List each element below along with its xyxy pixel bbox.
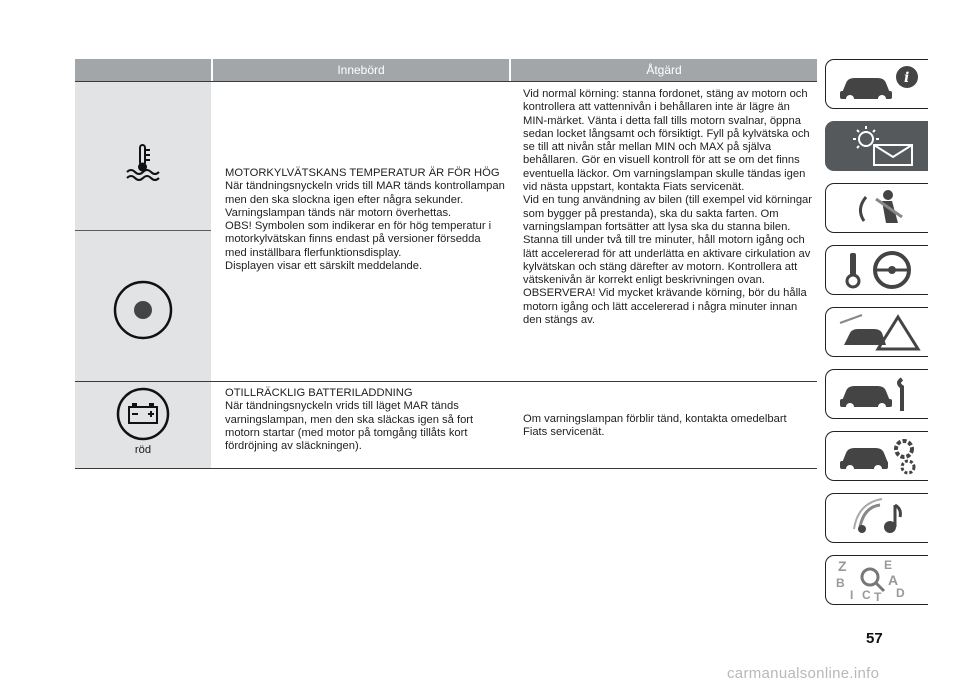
battery-icon-caption: röd [134, 444, 152, 456]
row-1-icon-divider [75, 230, 211, 231]
car-wrench-icon [836, 373, 924, 415]
tab-maintenance[interactable] [825, 369, 928, 419]
row-1-action-p3: OBSERVERA! Vid mycket krävande körning, bör du hålla motorn igång och lätt accelererad i några minuter innan den stängs av. [523, 287, 807, 327]
row-2-action-p1: Om varningslampan förblir tänd, kontakta omedelbart Fiats servicenät. [523, 413, 787, 439]
row-1-meaning [225, 167, 505, 273]
car-info-icon [836, 63, 924, 105]
row-2-meaning-title: OTILLRÄCKLIG BATTERILADDNING [225, 387, 413, 399]
index-letter: C [862, 588, 871, 601]
row-1-icon-cell [75, 82, 211, 381]
road-warning-icon [836, 311, 924, 353]
index-letter: D [896, 586, 905, 600]
index-letter: Z [838, 559, 847, 574]
svg-text:i: i [904, 70, 910, 86]
row-1-meaning-title: MOTORKYLVÄTSKANS TEMPERATUR ÄR FÖR HÖG [225, 167, 500, 179]
coolant-temperature-icon [123, 142, 163, 182]
car-gears-icon [836, 435, 924, 477]
row-2-meaning-p1: När tändningsnyckeln vrids till läget MAR tänds varningslampan, men den ska släckas igen så fort motorn startar (med motor på tomgång tillåts kort fördröjning av släckningen). [225, 400, 474, 453]
battery-icon [116, 387, 170, 441]
index-letter: T [874, 590, 882, 601]
row-1-action-p2: Vid en tung användning av bilen (till exempel vid körningar som bygger på prestanda), ska du sakta farten. Om varningslampan fortsätter att lysa ska du stanna bilen. Stanna till under två till tre minuter, håll motorn igång och lätt accelererad för att underlätta en aktivare cirkulation av kylvätskan och stäng därefter av motorn. Kontrollera att vätskenivån är korrekt enligt beskrivningen ovan. [523, 194, 812, 287]
multifunction-display-warning-icon [111, 278, 175, 342]
tab-warning-lights[interactable] [825, 121, 928, 171]
header-action: Åtgärd [511, 59, 817, 81]
watermark: carmanualsonline.info [727, 665, 880, 682]
index-letter: I [850, 588, 854, 601]
tab-car-info[interactable] [825, 59, 928, 109]
row-1-action-p1: Vid normal körning: stanna fordonet, stäng av motorn och kontrollera att vattennivån i behållaren inte är lägre än MIN-märket. Vänta i detta fall tills motorn svalnar, öppna sedan locket långsamt och försiktigt. Fyll på kylvätska och se till att nivån står mellan MIN och MAX på själva behållaren. Gör en visuell kontroll för att se om det finns eventuella läckor. Om varningslampan skulle tändas igen vid nästa uppstart, kontakta Fiats servicenät. [523, 88, 810, 194]
index-letter: A [888, 572, 899, 588]
page-number: 57 [866, 630, 883, 647]
row-1-meaning-p1: När tändningsnyckeln vrids till MAR tänds kontrollampan men den ska slockna igen efter några sekunder. Varningslampan tänds när motorn överhettas. [225, 180, 505, 219]
multimedia-icon [836, 497, 924, 539]
tab-multimedia[interactable] [825, 493, 928, 543]
row-2-action [523, 413, 813, 440]
row-2-icon-cell [75, 382, 211, 468]
tab-emergency[interactable] [825, 307, 928, 357]
tab-index[interactable] [825, 555, 928, 605]
tab-safety[interactable] [825, 183, 928, 233]
header-meaning: Innebörd [213, 59, 509, 81]
index-letter: E [884, 559, 893, 572]
row-1-meaning-p2: OBS! Symbolen som indikerar en för hög temperatur i motorkylvätskan finns endast på versioner försedda med inställbara flerfunktionsdisplay. [225, 220, 492, 259]
row-1-meaning-p3: Displayen visar ett särskilt meddelande. [225, 260, 423, 273]
table-bottom-rule [75, 468, 817, 469]
index-letter: B [836, 576, 845, 590]
header-icon-column [75, 59, 211, 81]
row-1-action [523, 88, 813, 327]
airbag-seatbelt-icon [836, 187, 924, 229]
warning-light-message-icon [836, 125, 924, 167]
tab-starting-driving[interactable] [825, 245, 928, 295]
key-steering-wheel-icon [836, 249, 924, 291]
tab-technical-data[interactable] [825, 431, 928, 481]
alphabetical-index-icon [836, 559, 924, 601]
row-2-meaning [225, 387, 505, 453]
